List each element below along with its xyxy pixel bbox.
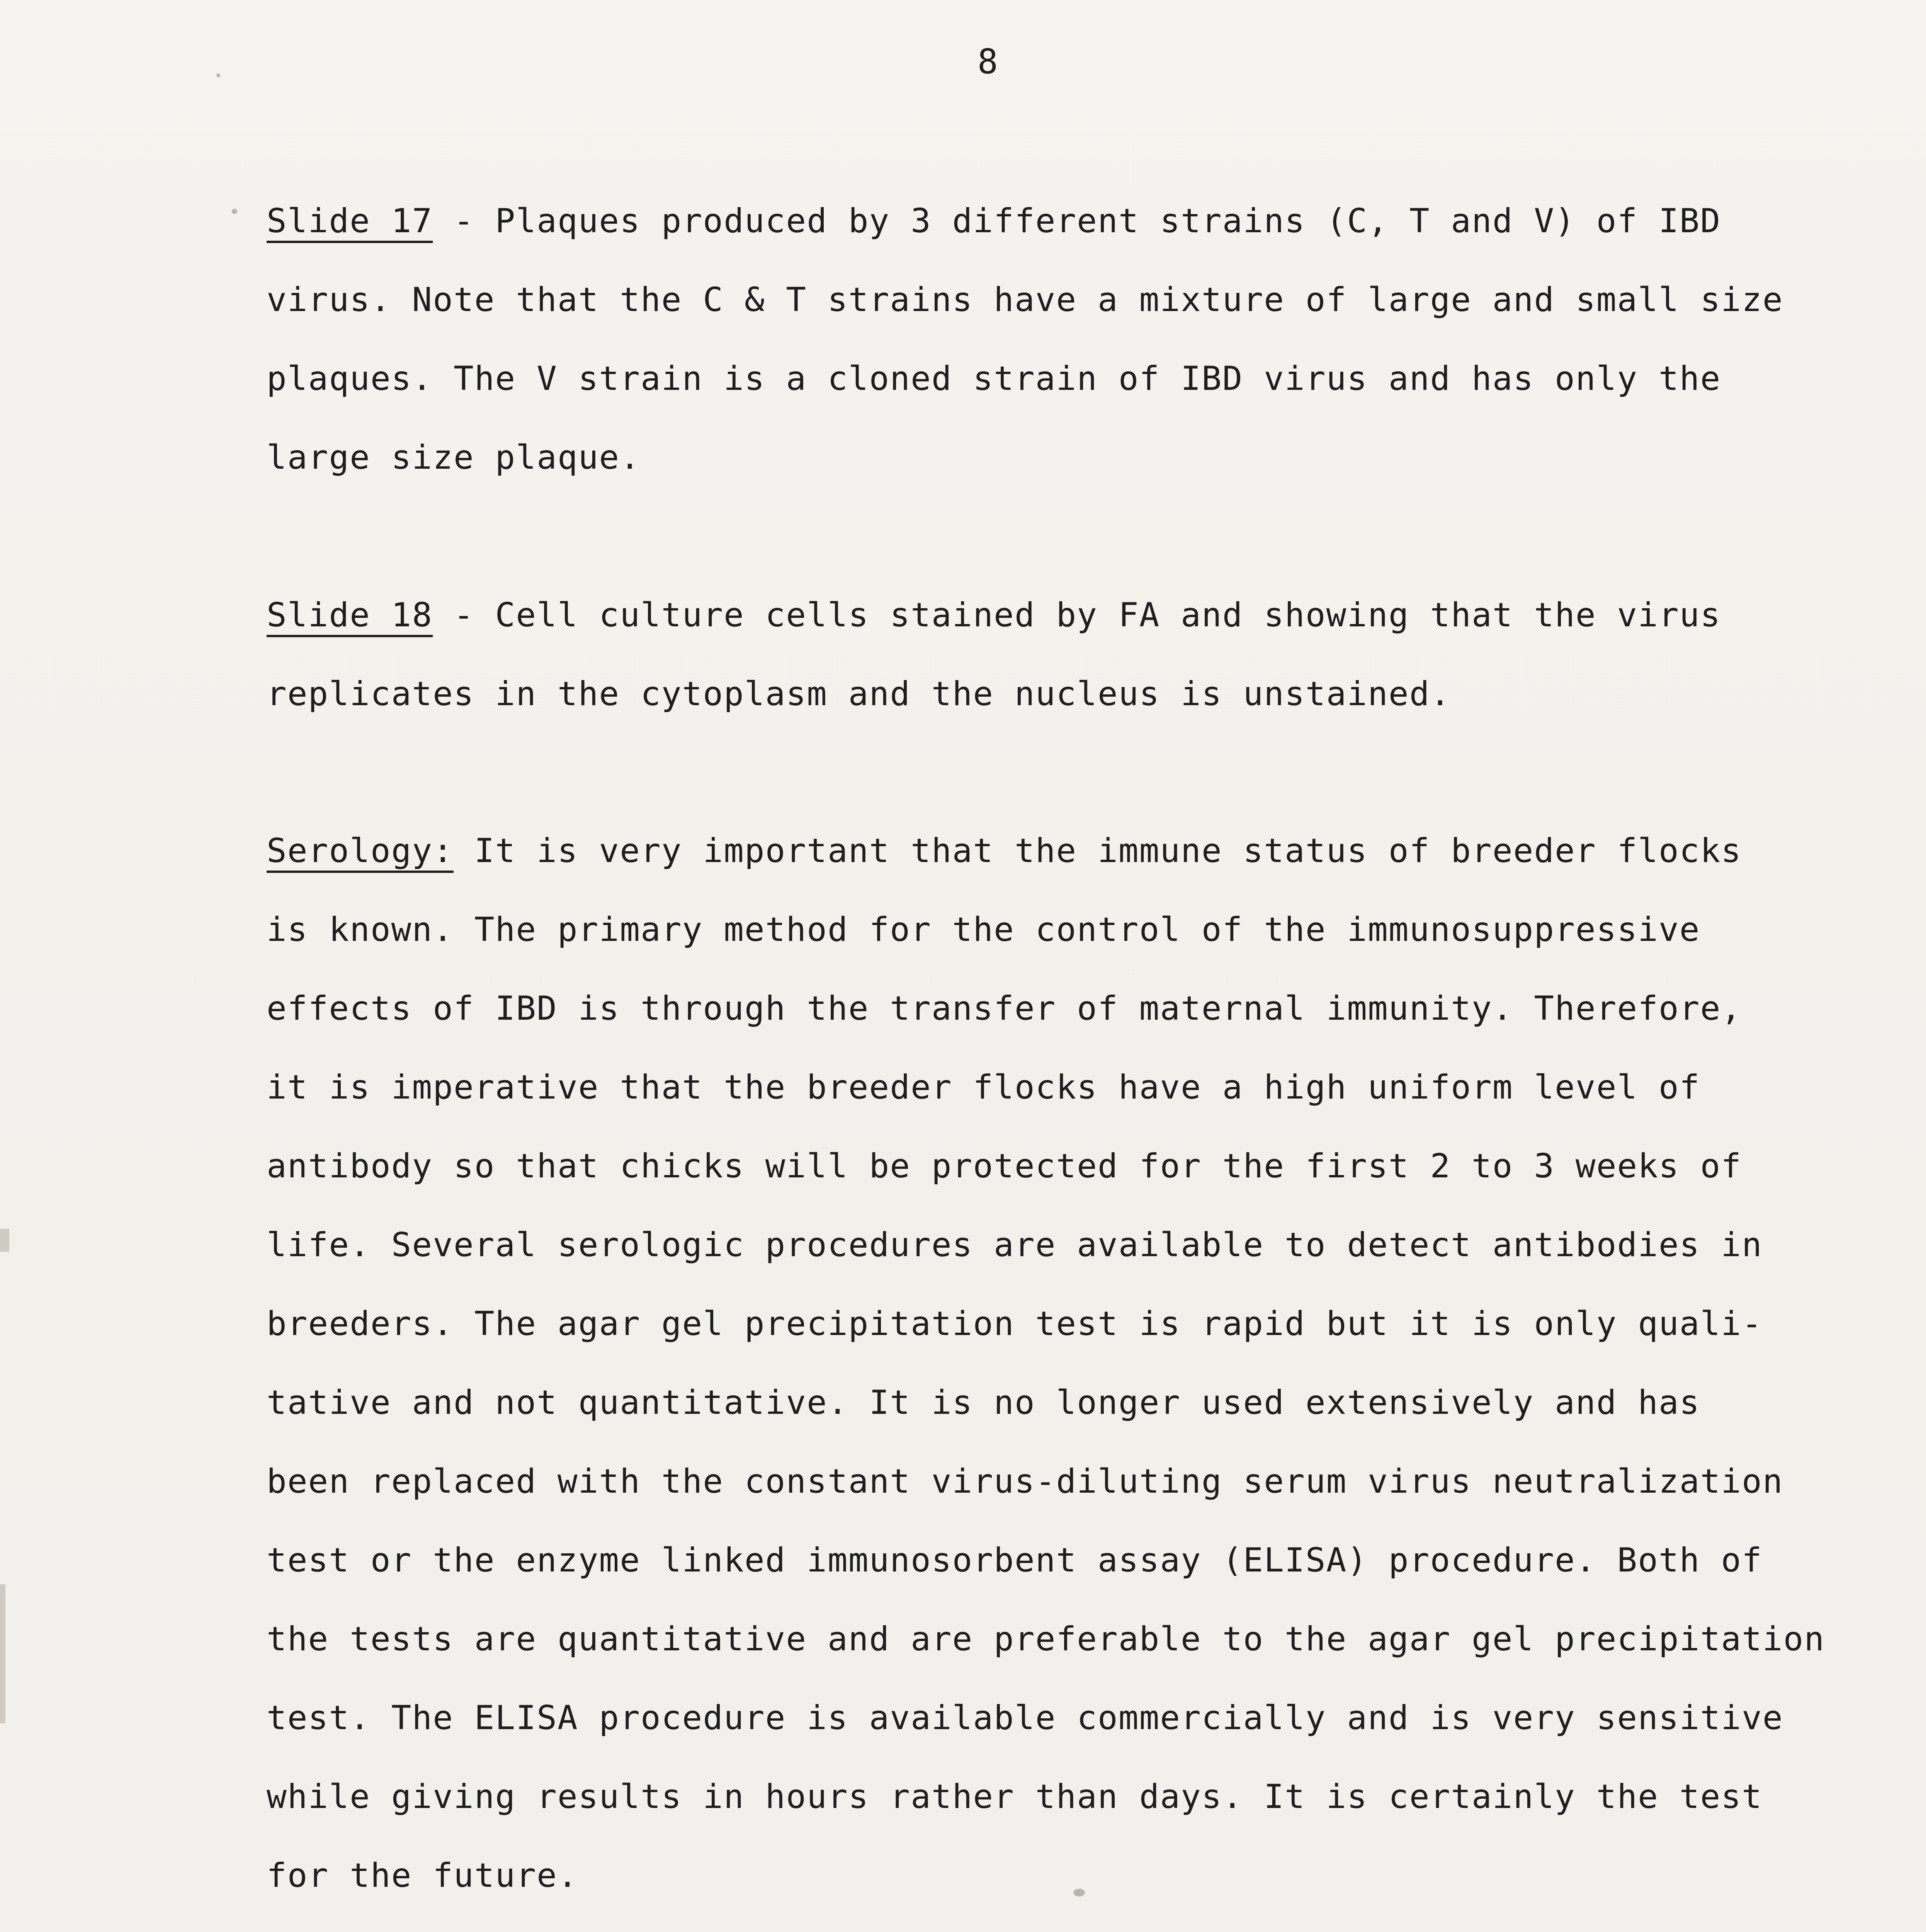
paragraph-line: tative and not quantitative. It is no longer used extensively and has (267, 1383, 1700, 1422)
scan-speck (1073, 1889, 1085, 1896)
page-number: 8 (977, 42, 998, 82)
slide-18-label: Slide 18 (267, 596, 433, 634)
serotypes-paragraph (267, 1917, 1773, 1932)
paragraph-line: it is imperative that the breeder flocks have a high uniform level of (267, 1068, 1700, 1107)
paragraph-line: replicates in the cytoplasm and the nucleus is unstained. (267, 675, 1451, 713)
paragraph-line: antibody so that chicks will be protected for the first 2 to 3 weeks of (267, 1147, 1742, 1185)
paragraph-line: breeders. The agar gel precipitation test is rapid but it is only quali- (267, 1304, 1763, 1343)
paragraph-line: large size plaque. (267, 438, 641, 477)
serology-paragraph (267, 811, 1825, 1915)
paragraph-line: life. Several serologic procedures are available to detect antibodies in (267, 1226, 1763, 1264)
scan-speck (216, 73, 220, 77)
paragraph-line: Slide 18 - Cell culture cells stained by FA and showing that the virus (267, 596, 1721, 634)
scan-speck (232, 209, 237, 214)
paragraph-line: test. The ELISA procedure is available commercially and is very sensitive (267, 1699, 1783, 1737)
paragraph-line: for the future. (267, 1856, 578, 1895)
paragraph-line: plaques. The V strain is a cloned strain of IBD virus and has only the (267, 359, 1721, 398)
paragraph-line: virus. Note that the C & T strains have a mixture of large and small size (267, 281, 1783, 319)
paragraph-line: Slide 17 - Plaques produced by 3 different strains (C, T and V) of IBD (267, 202, 1721, 240)
paragraph-line: while giving results in hours rather than days. It is certainly the test (267, 1777, 1763, 1816)
slide-17-label: Slide 17 (267, 202, 433, 240)
serology-label: Serology: (267, 832, 454, 870)
paragraph-line: is known. The primary method for the control of the immunosuppressive (267, 910, 1700, 949)
paragraph-line: Serology: It is very important that the immune status of breeder flocks (267, 832, 1742, 870)
slide-17-paragraph (267, 182, 1783, 497)
paragraph-line (267, 1917, 1773, 1932)
paragraph-line: the tests are quantitative and are preferable to the agar gel precipitation (267, 1620, 1825, 1658)
scan-edge-mark (0, 1584, 5, 1723)
paragraph-line: effects of IBD is through the transfer of maternal immunity. Therefore, (267, 989, 1742, 1028)
slide-18-paragraph (267, 576, 1773, 733)
paragraph-line: test or the enzyme linked immunosorbent assay (ELISA) procedure. Both of (267, 1541, 1763, 1580)
paragraph-line: been replaced with the constant virus-diluting serum virus neutralization (267, 1462, 1783, 1501)
scan-edge-mark (0, 1229, 9, 1252)
